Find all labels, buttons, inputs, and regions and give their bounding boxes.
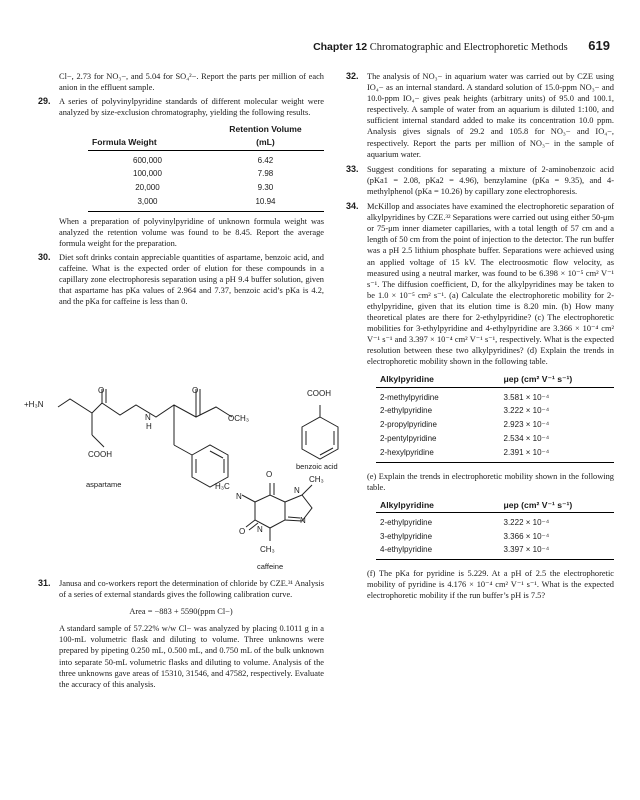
table-row: 2-hexylpyridine 2.391 × 10⁻⁴ xyxy=(376,446,614,462)
table-row: 4-ethylpyridine 3.397 × 10⁻⁴ xyxy=(376,543,614,559)
col-header-formula-weight: Formula Weight xyxy=(88,136,207,150)
label-caffeine-n7: N xyxy=(294,486,300,495)
table-row: 2-propylpyridine 2.923 × 10⁻⁴ xyxy=(380,420,550,430)
left-column xyxy=(38,71,324,308)
chapter-label: Chapter xyxy=(313,41,353,53)
problem-text: McKillop and associates have examined the electrophoretic separation of alkylpyridines by CZE.³² Separations were carried out using either 50-μm or 75-μm inner diameter capillaries, with a total length of 57 cm and a length of 50 cm from the point of injection to the detector. The run buffer was a pH 2.5 lithium phosphate buffer. Separations were achieved using an applied voltage of 15 kV. The electroosmotic flow velocity, as measured using a neutral marker, was found to be 6.398 × 10⁻⁵ cm² V⁻¹ s⁻¹. The diffusion coefficient, D, for the alkylpyridines may be taken to be 1.0 × 10⁻⁵ cm² s⁻¹. (a) Calculate the electrophoretic mobility for 2-ethylpyridine, given that its elution time is 8.20 min. (b) How many theoretical plates are there for 2-ethylpyridine? (c) The electrophoretic mobilities for 3-ethylpyridine and 4-ethylpyridine are 3.366 × 10⁻⁴ cm² V⁻¹ s⁻¹ and 3.397 × 10⁻⁴ cm² V⁻¹ s⁻¹, respectively. What is the expected resolution between these two alkylpyridines? (d) Explain the trends in electrophoretic mobility shown in the following table. xyxy=(367,202,614,367)
chapter-title: Chromatographic and Electrophoretic Methods xyxy=(369,42,568,53)
label-caffeine-n9: N xyxy=(300,516,306,525)
running-header xyxy=(313,38,610,53)
problem-number: 32. xyxy=(346,71,359,81)
table-row: 3,000 10.94 xyxy=(88,195,324,211)
label-caffeine-o2: O xyxy=(239,527,246,536)
col-header-mobility: μep (cm² V⁻¹ s⁻¹) xyxy=(500,499,615,513)
problem-31 xyxy=(38,578,324,600)
label-aspartame-o2: O xyxy=(192,386,199,395)
table-row: 100,000 7.98 xyxy=(133,169,274,179)
right-column xyxy=(346,71,614,602)
problem-30 xyxy=(38,252,324,307)
label-caffeine-ch3-bottom: CH₃ xyxy=(260,545,275,554)
problem-34-part-f: (f) The pKa for pyridine is 5.229. At a pH of 2.5 the electrophoretic mobility of pyridine is 4.176 × 10⁻⁴ cm² V⁻¹ s⁻¹. What is the expected electrophoretic mobility if the run buffer’s pH is 7.5? xyxy=(367,569,614,601)
left-column-bottom xyxy=(38,578,324,691)
table-row: 2-ethylpyridine 3.222 × 10⁻⁴ xyxy=(380,406,550,416)
problem-28-continuation: Cl−, 2.73 for NO₃−, and 5.04 for SO₄²−. Report the parts per million of each anion in the effluent sample. xyxy=(59,72,324,93)
problem-number: 34. xyxy=(346,201,359,212)
label-nh-h: H xyxy=(146,422,152,431)
col-header-mobility: μep (cm² V⁻¹ s⁻¹) xyxy=(500,373,615,387)
caffeine-name: caffeine xyxy=(257,562,284,571)
col-header-alkylpyridine: Alkylpyridine xyxy=(376,373,500,387)
problem-text: Suggest conditions for separating a mixture of 2-aminobenzoic acid (pKa1 = 2.08, pKa2 = 4.96), benzylamine (pKa = 9.35), and 4-methylphenol (pKa = 10.26) by capillary zone electrophoresis. xyxy=(367,164,614,196)
table-row: 2-pentylpyridine 2.534 × 10⁻⁴ xyxy=(380,433,550,443)
problem-number: 33. xyxy=(346,163,359,174)
label-caffeine-o1: O xyxy=(266,470,273,479)
mobility-table-1 xyxy=(376,373,614,462)
label-h3n: +H₃N xyxy=(24,400,44,409)
label-caffeine-ch3-top: CH₃ xyxy=(309,475,324,484)
problem-33 xyxy=(346,164,614,197)
problem-text: Diet soft drinks contain appreciable quantities of aspartame, benzoic acid, and caffeine. What is the expected order of elution for these compounds in a capillary zone electrophoresis separation using a pH 9.4 buffer solution, given that aspartame has pKa values of 2.964 and 7.37, benzoic acid’s pKa is 4.2, and the pKa for caffeine is less than 0. xyxy=(59,253,324,307)
problem-text: A series of polyvinylpyridine standards of different molecular weight were analyzed by size-exclusion chromatography, yielding the following results. xyxy=(59,97,324,118)
chapter-number: 12 xyxy=(355,41,368,53)
problem-31-after: A standard sample of 57.22% w/w Cl− was analyzed by placing 0.1011 g in a 100-mL volumetric flask and diluting to volume. Three unknowns were prepared by pipeting 0.250 mL, 0.500 mL, and 0.750 mL of the bulk unknown into separate 50-mL volumetric flasks and diluting to volume. Analysis of the three unknowns gave areas of 15310, 31546, and 47582, respectively. Evaluate the accuracy of this analysis. xyxy=(59,624,324,689)
table-row: 2-ethylpyridine 3.222 × 10⁻⁴ xyxy=(380,517,550,527)
problem-34 xyxy=(346,201,614,367)
label-benzoic-cooh: COOH xyxy=(307,389,331,398)
label-caffeine-h3c: H₃C xyxy=(215,482,230,491)
page-number: 619 xyxy=(588,38,610,53)
table-row: 2-methylpyridine 3.581 × 10⁻⁴ xyxy=(380,392,550,402)
aspartame-name: aspartame xyxy=(86,480,122,489)
problem-29-after: When a preparation of polyvinylpyridine of unknown formula weight was analyzed the retention volume was found to be 8.45. Report the average formula weight for the preparation. xyxy=(59,216,324,248)
problem-text: The analysis of NO₃− in aquarium water was carried out by CZE using IO₄− as an internal standard. A standard solution of 15.0-ppm NO₃− and 10.0-ppm IO₄− gives peak heights (arbitrary units) of 95.0 and 100.1, respectively. A sample of water from an aquarium is diluted 1:100, and sufficient internal standard added to make its concentration 10.0 ppm. Analysis gives signals of 29.2 and 105.8 for NO₃− and IO₄−, respectively. Report the parts per million of NO₃− in the sample of aquarium water. xyxy=(367,72,614,159)
table-row: 600,000 6.42 xyxy=(133,155,274,165)
label-nh-n: N xyxy=(145,413,151,422)
table-row: 20,000 9.30 xyxy=(135,183,274,193)
col-header-retention-2: (mL) xyxy=(207,136,324,150)
problem-29 xyxy=(38,96,324,118)
structures-figure xyxy=(20,385,350,575)
problem-text: Janusa and co-workers report the determination of chloride by CZE.³¹ Analysis of a series of external standards gives the following calibration curve. xyxy=(59,579,324,600)
benzoic-acid-name: benzoic acid xyxy=(296,462,338,471)
table-row: 3-ethylpyridine 3.366 × 10⁻⁴ xyxy=(380,531,550,541)
label-caffeine-n1: N xyxy=(236,492,242,501)
label-och3: OCH₃ xyxy=(228,414,250,423)
problem-number: 31. xyxy=(38,578,51,588)
col-header-alkylpyridine: Alkylpyridine xyxy=(376,499,500,513)
label-aspartame-o1: O xyxy=(98,386,105,395)
problem-32 xyxy=(346,71,614,160)
problem-34-part-e: (e) Explain the trends in electrophoretic mobility shown in the following table. xyxy=(367,471,614,492)
problem-number: 30. xyxy=(38,252,51,263)
label-aspartame-cooh: COOH xyxy=(88,450,112,459)
problem-number: 29. xyxy=(38,96,51,107)
label-caffeine-n3: N xyxy=(257,525,263,534)
calibration-equation: Area = −883 + 5590(ppm Cl−) xyxy=(129,607,233,617)
col-header-retention-1: Retention Volume xyxy=(229,124,302,135)
mobility-table-2 xyxy=(376,499,614,560)
retention-table xyxy=(88,123,324,211)
